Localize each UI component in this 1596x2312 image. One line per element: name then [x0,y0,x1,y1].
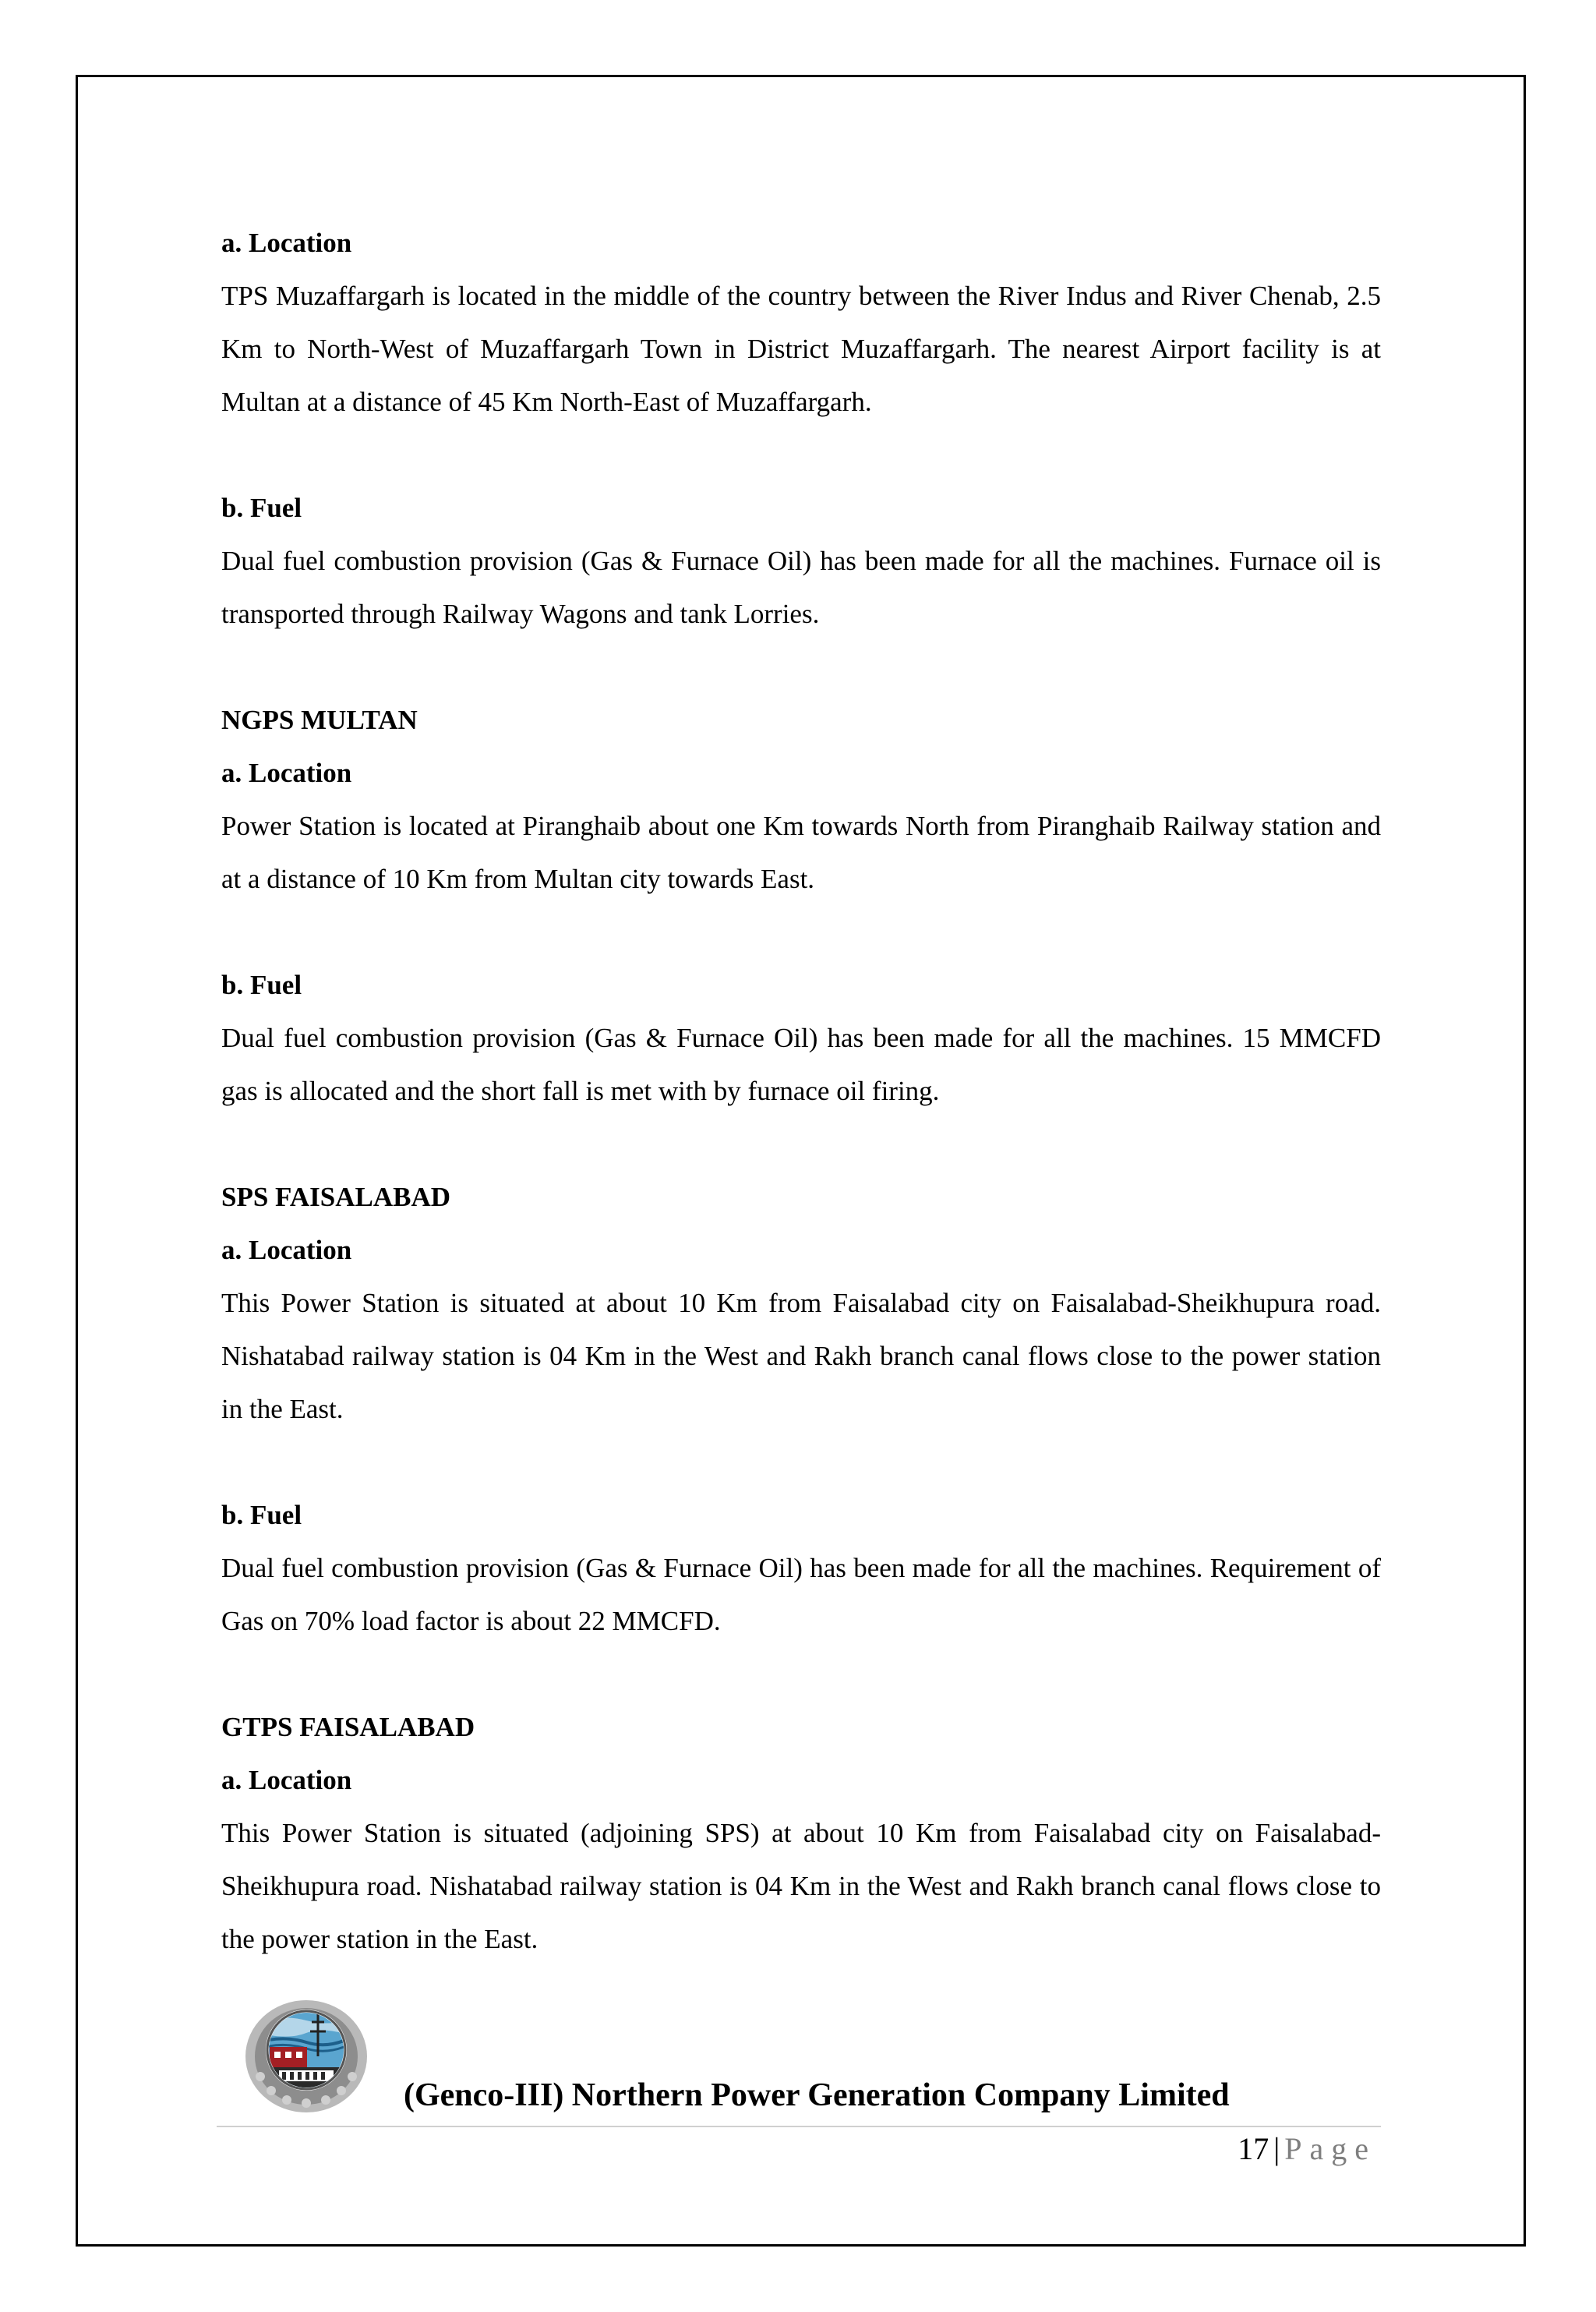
section-heading: b. Fuel [221,493,302,523]
section-heading: b. Fuel [221,970,302,1000]
section-paragraph: This Power Station is situated (adjoining SPS) at about 10 Km from Faisalabad city on Faisalabad-Sheikhupura road. Nishatabad railway station is 04 Km in the West and Rakh branch canal flows close to the power station in the East. [221,1818,1381,1954]
section-heading: a. Location [221,228,352,258]
wapda-logo-icon [243,1991,369,2117]
section-heading: a. Location [221,1765,352,1795]
footer-divider [217,2126,1381,2127]
page-content [221,217,1381,1966]
section-heading: b. Fuel [221,1500,302,1530]
section-paragraph: This Power Station is situated at about 10 Km from Faisalabad city on Faisalabad-Sheikhupura road. Nishatabad railway station is 04 Km in the West and Rakh branch canal flows close to the power station in the East. [221,1288,1381,1424]
section-heading: a. Location [221,1235,352,1265]
station-title: SPS FAISALABAD [221,1182,450,1212]
station-title: NGPS MULTAN [221,705,418,735]
section-paragraph: Power Station is located at Piranghaib about one Km towards North from Piranghaib Railway station and at a distance of 10 Km from Multan city towards East. [221,811,1381,894]
section-paragraph: Dual fuel combustion provision (Gas & Furnace Oil) has been made for all the machines. 15 MMCFD gas is allocated and the short fall is met with by furnace oil firing. [221,1023,1381,1106]
station-title: GTPS FAISALABAD [221,1712,475,1742]
page-label: Page [1284,2131,1376,2166]
section-heading: a. Location [221,758,352,788]
section-paragraph: Dual fuel combustion provision (Gas & Furnace Oil) has been made for all the machines. Requirement of Gas on 70% load factor is about 22 MMCFD. [221,1553,1381,1636]
section-paragraph: Dual fuel combustion provision (Gas & Furnace Oil) has been made for all the machines. Furnace oil is transported through Railway Wagons and tank Lorries. [221,546,1381,629]
company-name: (Genco-III) Northern Power Generation Company Limited [404,2077,1230,2113]
page-number [1238,2130,1376,2167]
section-paragraph: TPS Muzaffargarh is located in the middle of the country between the River Indus and River Chenab, 2.5 Km to North-West of Muzaffargarh Town in District Muzaffargarh. The nearest Airport facility is at Multan at a distance of 45 Km North-East of Muzaffargarh. [221,281,1381,417]
page-number-value: 17 [1238,2131,1269,2166]
page-separator: | [1273,2131,1280,2166]
